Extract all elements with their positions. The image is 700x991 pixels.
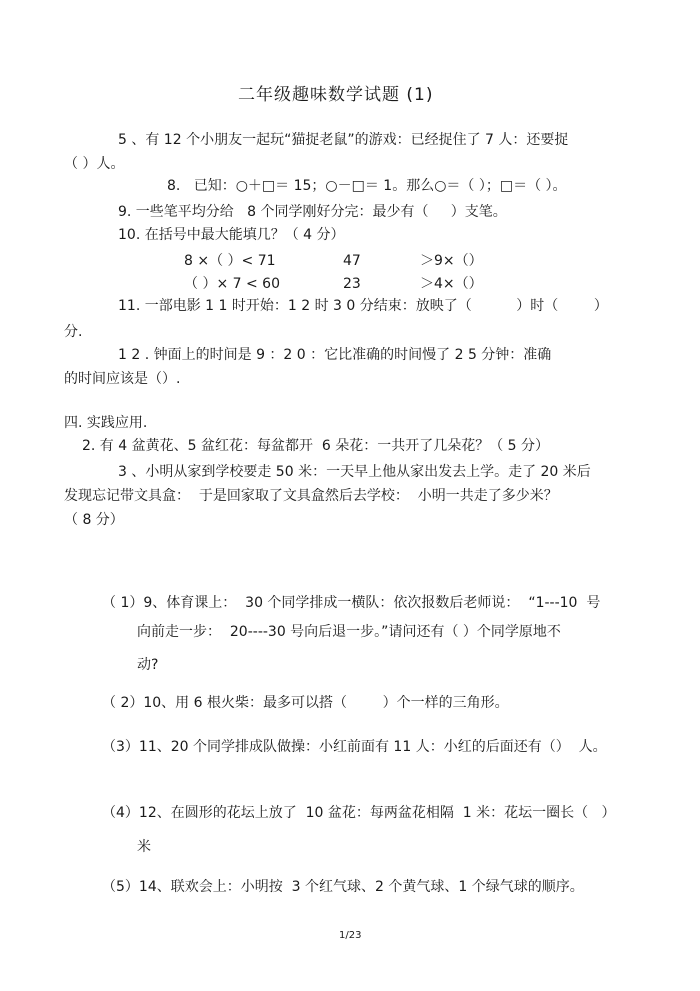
question-10-row-2-col-1: （ ）× 7 < 60	[184, 276, 280, 292]
question-5-line-1: 5 、有 12 个小朋友一起玩“猫捉老鼠”的游戏：已经捉住了 7 人：还要捉	[118, 132, 569, 148]
question-10-row-2-col-3: ＞4×（）	[420, 276, 483, 292]
question-8: 8. 已知：○＋□＝ 15；○－□＝ 1。那么○＝（ ）；□＝（ ）。	[167, 178, 567, 194]
item-1-line-3: 动?	[137, 657, 159, 673]
section-4-heading: 四. 实践应用.	[64, 415, 148, 431]
page-title: 二年级趣味数学试题 (1)	[238, 85, 434, 105]
item-3: （3）11、20 个同学排成队做操：小红前面有 11 人：小红的后面还有（） 人。	[102, 739, 607, 755]
item-5: （5）14、联欢会上：小明按 3 个红气球、2 个黄气球、1 个绿气球的顺序。	[102, 879, 584, 895]
section-4-question-3-line-1: 3 、小明从家到学校要走 50 米：一天早上他从家出发去上学。走了 20 米后	[118, 464, 591, 480]
item-1-line-1: （ 1）9、体育课上： 30 个同学排成一横队：依次报数后老师说： “1---10 号	[102, 595, 601, 611]
section-4-question-3-line-2: 发现忘记带文具盒： 于是回家取了文具盒然后去学校： 小明一共走了多少米？	[64, 488, 558, 504]
page-number: 1/23	[339, 930, 362, 941]
section-4-question-3-line-3: （ 8 分）	[64, 512, 124, 528]
question-9: 9. 一些笔平均分给 8 个同学刚好分完：最少有（ ）支笔。	[118, 204, 507, 220]
question-11-line-2: 分.	[64, 324, 83, 340]
question-10-row-2-col-2: 23	[343, 276, 361, 292]
question-10-row-1-col-2: 47	[343, 253, 361, 269]
question-11-line-1: 11. 一部电影 1 1 时开始：1 2 时 3 0 分结束：放映了（ ）时（ ）	[118, 298, 608, 314]
item-2: （ 2）10、用 6 根火柴：最多可以搭（ ）个一样的三角形。	[102, 695, 509, 711]
question-5-line-2: （ ）人。	[64, 156, 125, 172]
question-10-row-1-col-3: ＞9×（）	[420, 253, 483, 269]
question-12-line-1: 1 2 . 钟面上的时间是 9 ：2 0 ：它比准确的时间慢了 2 5 分钟：准确	[118, 347, 552, 363]
item-1-line-2: 向前走一步： 20----30 号向后退一步。”请问还有（ ）个同学原地不	[137, 624, 561, 640]
section-4-question-2: 2. 有 4 盆黄花、5 盆红花：每盆都开 6 朵花：一共开了几朵花？（ 5 分）	[82, 438, 550, 454]
question-12-line-2: 的时间应该是（）.	[64, 371, 181, 387]
question-10-row-1-col-1: 8 ×（ ）< 71	[184, 253, 276, 269]
item-4-line-1: （4）12、在圆形的花坛上放了 10 盆花：每两盆花相隔 1 米：花坛一圈长（ ）	[102, 805, 616, 821]
question-10-prompt: 10. 在括号中最大能填几？（ 4 分）	[118, 227, 345, 243]
item-4-line-2: 米	[137, 839, 151, 855]
